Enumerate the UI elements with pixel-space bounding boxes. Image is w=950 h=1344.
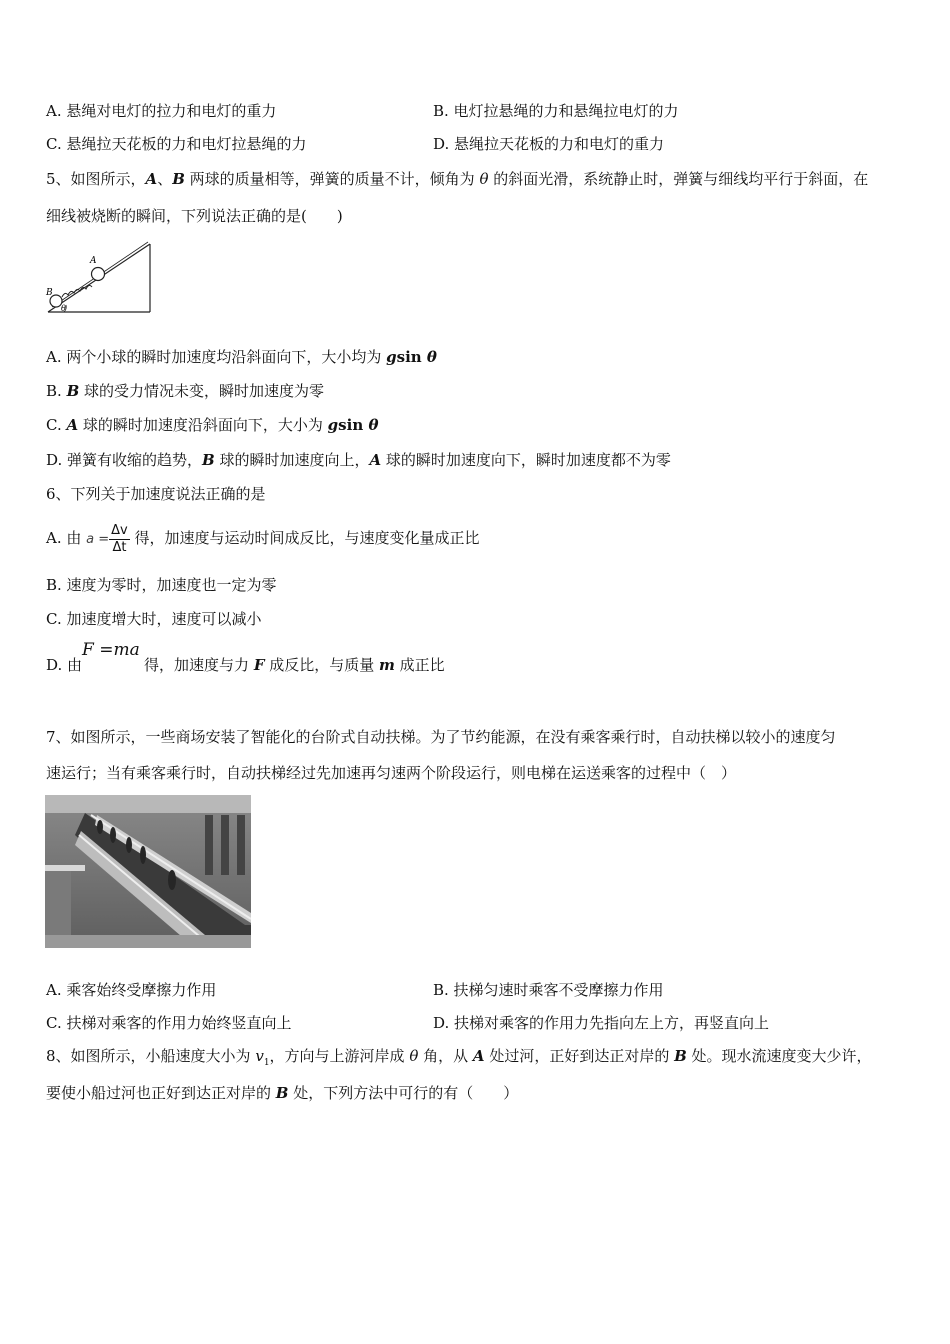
- spring-coil: [62, 285, 92, 297]
- q7-stem-line2: 速运行；当有乘客乘行时，自动扶梯经过先加速再匀速两个阶段运行，则电梯在运送乘客的过程中（ ）: [46, 764, 737, 782]
- label-a: A: [90, 256, 97, 266]
- q4-option-d: D. 悬绳拉天花板的力和电灯的重力: [433, 135, 665, 153]
- q7-stem-line1: 7、如图所示，一些商场安装了智能化的台阶式自动扶梯。为了节约能源，在没有乘客乘行时，自动扶梯以较小的速度匀: [46, 728, 836, 746]
- q6-option-a: A. 由 a = $\frac{\Delta v}{\Delta t}$ 得，加速度与运动时间成反比，与速度变化量成正比: [46, 522, 480, 555]
- q5-stem-line2: 细线被烧断的瞬间，下列说法正确的是( ): [46, 207, 343, 225]
- q7-option-a: A. 乘客始终受摩擦力作用: [46, 981, 217, 999]
- q5-stem-line1: 5、如图所示，A、B 两球的质量相等，弹簧的质量不计，倾角为 θ 的斜面光滑，系统静止时，弹簧与细线均平行于斜面，在: [46, 170, 869, 188]
- escalator-photo: [45, 795, 251, 948]
- q7-option-c: C. 扶梯对乘客的作用力始终竖直向上: [46, 1014, 292, 1032]
- q4-option-c: C. 悬绳拉天花板的力和电灯拉悬绳的力: [46, 135, 307, 153]
- ball-a: [92, 268, 105, 281]
- q6-option-b: B. 速度为零时，加速度也一定为零: [46, 576, 277, 594]
- q4-option-b: B. 电灯拉悬绳的力和悬绳拉电灯的力: [433, 102, 679, 120]
- q5-option-d: D. 弹簧有收缩的趋势，B 球的瞬时加速度向上，A 球的瞬时加速度向下，瞬时加速度都不为零: [46, 451, 671, 469]
- q6-option-d: D. 由 得，加速度与力 F 成反比，与质量 m 成正比: [46, 656, 445, 674]
- q5-option-c: C. A 球的瞬时加速度沿斜面向下，大小为 gsin θ: [46, 416, 379, 434]
- incline-spring-figure: [44, 236, 156, 318]
- label-b: B: [46, 288, 53, 298]
- formula-lhs: a =: [86, 532, 110, 547]
- q7-option-d: D. 扶梯对乘客的作用力先指向左上方，再竖直向上: [433, 1014, 770, 1032]
- fraction-dv-dt: $\frac{\Delta v}{\Delta t}$: [111, 522, 128, 555]
- q8-stem-line2: 要使小船过河也正好到达正对岸的 B 处，下列方法中可行的有（ ）: [46, 1084, 519, 1102]
- q6-option-c: C. 加速度增大时，速度可以减小: [46, 610, 262, 628]
- label-theta: θ: [61, 304, 66, 313]
- q5-option-a: A. 两个小球的瞬时加速度均沿斜面向下，大小均为 gsin θ: [46, 348, 437, 366]
- q5-option-b: B. B 球的受力情况未变，瞬时加速度为零: [46, 382, 325, 400]
- q8-stem-line1: 8、如图所示，小船速度大小为 $v_1$，方向与上游河岸成 θ 角，从 A 处过河，正好到达正对岸的 B 处。现水流速度变大少许，: [46, 1047, 872, 1068]
- formula-f-ma: F =ma: [82, 640, 140, 660]
- q4-option-a: A. 悬绳对电灯的拉力和电灯的重力: [46, 102, 277, 120]
- q6-stem: 6、下列关于加速度说法正确的是: [46, 485, 266, 503]
- q7-option-b: B. 扶梯匀速时乘客不受摩擦力作用: [433, 981, 664, 999]
